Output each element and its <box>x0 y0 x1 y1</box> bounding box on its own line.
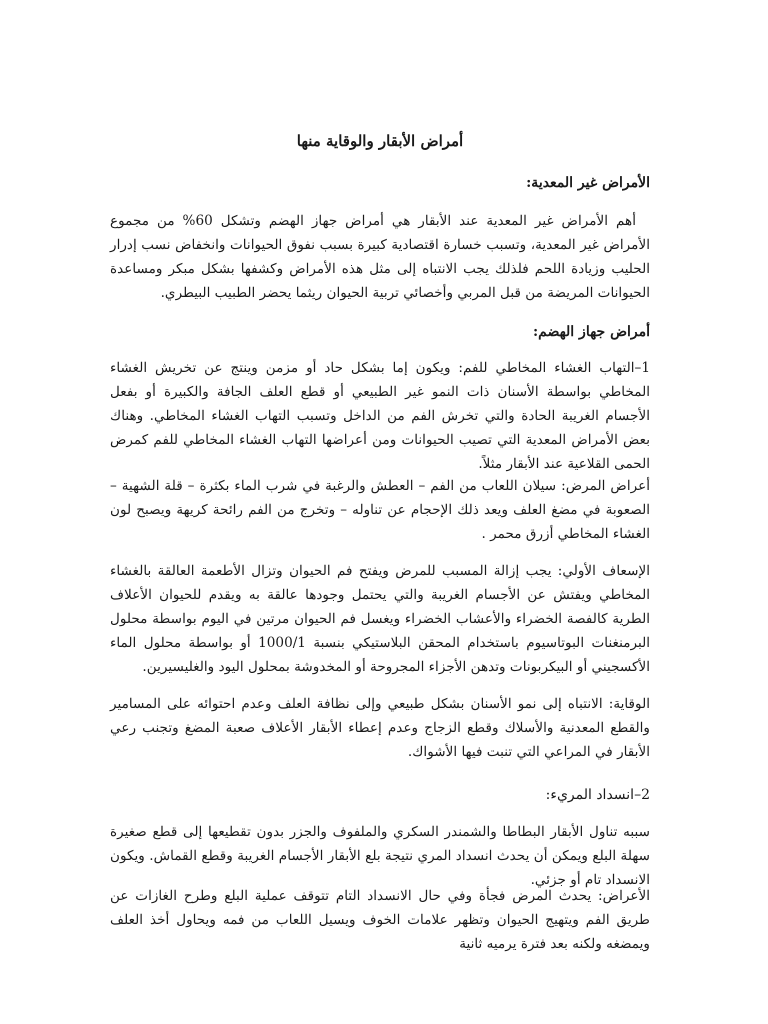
paragraph-symptoms: أعراض المرض: سيلان اللعاب من الفم – العطش والرغبة في شرب الماء بكثرة – قلة الشهية – الصعوبة في مضغ العلف ويعد ذلك الإحجام عن تناوله – وتخرج من الفم رائحة كريهة ويصبح لون الغشاء المخاطي أزرق محمر . <box>110 478 650 542</box>
paragraph-prevention: الوقاية: الانتباه إلى نمو الأسنان بشكل طبيعي وإلى نظافة العلف وعدم احتوائه على المسامير والقطع المعدنية والأسلاك وقطع الزجاج وعدم إعطاء الأبقار الأعلاف صعبة المضغ وتجنب رعي الأبقار في المراعي التي تنبت فيها الأشواك. <box>110 696 650 760</box>
document-page <box>110 0 650 1024</box>
section-heading-esophagus: 2–انسداد المريء: <box>545 787 650 803</box>
document-title: أمراض الأبقار والوقاية منها <box>296 132 464 150</box>
section-heading-non-infectious: الأمراض غير المعدية: <box>526 175 650 191</box>
paragraph-non-infectious: أهم الأمراض غير المعدية عند الأبقار هي أمراض جهاز الهضم وتشكل 60% من مجموع الأمراض غير المعدية، وتسبب خسارة اقتصادية كبيرة بسبب نفوق الحيوانات وانخفاض نسب إدرار الحليب وزيادة اللحم فلذلك يجب الانتباه إلى مثل هذه الأمراض وكشفها بشكل مبكر ومساعدة الحيوانات المريضة من قبل المربي وأخصائي تربية الحيوان ريثما يحضر الطبيب البيطري. <box>110 213 650 301</box>
paragraph-esophagus: سببه تناول الأبقار البطاطا والشمندر السكري والملفوف والجزر بدون تقطيعها إلى قطع صغيرة سهلة البلع ويمكن أن يحدث انسداد المري نتيجة بلع الأبقار الأجسام الغريبة وقطع القماش. ويكون الانسداد تام أو جزئي. <box>110 824 650 888</box>
section-heading-digestive: أمراض جهاز الهضم: <box>532 324 650 340</box>
paragraph-first-aid: الإسعاف الأولي: يجب إزالة المسبب للمرض ويفتح فم الحيوان وتزال الأطعمة العالقة بالغشاء المخاطي ويفتش عن الأجسام الغريبة والتي يحتمل وجودها عالقة به ويقدم للحيوان الأعلاف الطرية كالفصة الخضراء والأعشاب الخضراء ويغسل فم الحيوان مرتين في اليوم بواسطة محلول البرمنغنات البوتاسيوم باستخدام المحقن البلاستيكي بنسبة 1000/1 أو بواسطة محلول الماء الأكسجيني أو البيكربونات وتدهن الأجزاء المجروحة أو المخدوشة بمحلول اليود والغليسيرين. <box>110 563 651 675</box>
paragraph-esophagus-symptoms: الأعراض: يحدث المرض فجأة وفي حال الانسداد التام تتوقف عملية البلع وطرح الغازات عن طريق الفم ويتهيج الحيوان وتظهر علامات الخوف ويسيل اللعاب من فمه ويحاول أخذ العلف ويمضغه ولكنه بعد فترة يرميه ثانية <box>110 888 650 952</box>
paragraph-stomatitis: 1–التهاب الغشاء المخاطي للفم: ويكون إما بشكل حاد أو مزمن وينتج عن تخريش الغشاء المخاطي بواسطة الأسنان ذات النمو غير الطبيعي أو قطع العلف الجافة والكبيرة أو بفعل الأجسام الغريبة الحادة والتي تخرش الفم من الداخل وتسبب التهاب الغشاء المخاطي. وهناك بعض الأمراض المعدية التي تصيب الحيوانات ومن أعراضها التهاب الغشاء المخاطي للفم كمرض الحمى القلاعية عند الأبقار مثلاً. <box>110 360 650 472</box>
